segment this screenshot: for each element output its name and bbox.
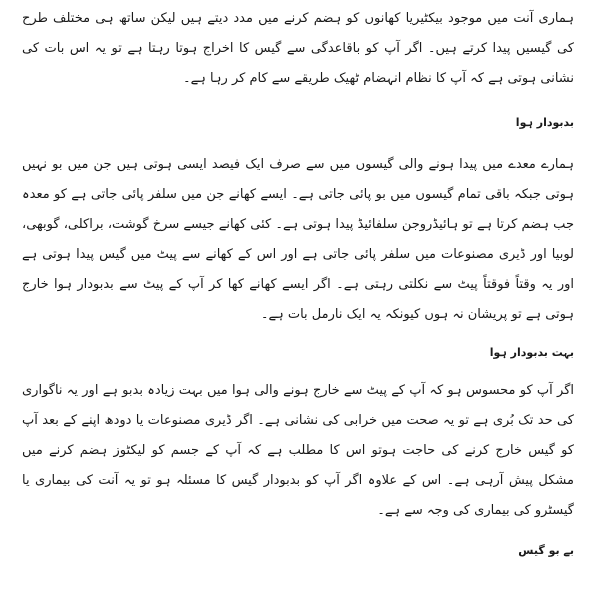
heading-foul-air: بدبودار ہوا [515,116,574,129]
heading-very-foul-air: بہت بدبودار ہوا [489,346,574,359]
paragraph-gut-bacteria: ہماری آنت میں موجود بیکٹیریا کھانوں کو ہضم کرنے میں مدد دیتے ہیں لیکن ساتھ ہی مختلف طرح کی گیسیں پیدا کرتے ہیں۔ اگر آپ کو باقاعدگی سے گیس کا اخراج ہوتا رہتا ہے تو یہ اس بات کی نشانی ہوتی ہے کہ آپ کا نظام انہضام ٹھیک طریقے سے کام کر رہا ہے۔ [22,11,574,86]
paragraph-very-foul-air: اگر آپ کو محسوس ہو کہ آپ کے پیٹ سے خارج ہونے والی ہوا میں بہت زیادہ بدبو ہے اور یہ ناگواری کی حد تک بُری ہے تو یہ صحت میں خرابی کی نشانی ہے۔ اگر ڈیری مصنوعات یا دودھ اپنے کے بعد آپ کو گیس خارج کرنے کی حاجت ہوتو اس کا مطلب ہے کہ آپ کے جسم کو لیکٹوز ہضم کرنے میں مشکل پیش آرہی ہے۔ اس کے علاوہ اگر آپ کو بدبودار گیس کا مسئلہ ہو تو یہ آنت کی بیماری یا گیسٹرو کی بیماری کی وجہ سے ہے۔ [22,383,574,518]
heading-odorless-gas: بے بو گیس [518,544,574,557]
paragraph-foul-air: ہمارے معدے میں پیدا ہونے والی گیسوں میں سے صرف ایک فیصد ایسی ہوتی ہیں جن میں بو نہیں ہوتی جبکہ باقی تمام گیسوں میں بو پائی جاتی ہے۔ ایسے کھانے جن میں سلفر پائی جاتی ہے کو معدہ جب ہضم کرتا ہے تو ہائیڈروجن سلفائیڈ پیدا ہوتی ہے۔ کئی کھانے جیسے سرخ گوشت، براکلی، گوبھی، لوبیا اور ڈیری مصنوعات میں سلفر پائی جاتی ہے اور اس کے کھانے سے پیٹ میں گیس پیدا ہوتی ہے اور یہ وقتاً فوقتاً پیٹ سے نکلتی رہتی ہے۔ اگر ایسے کھانے کھا کر آپ کے پیٹ سے بدبودار ہوا خارج ہوتی ہے تو پریشان نہ ہوں کیونکہ یہ ایک نارمل بات ہے۔ [22,157,574,322]
